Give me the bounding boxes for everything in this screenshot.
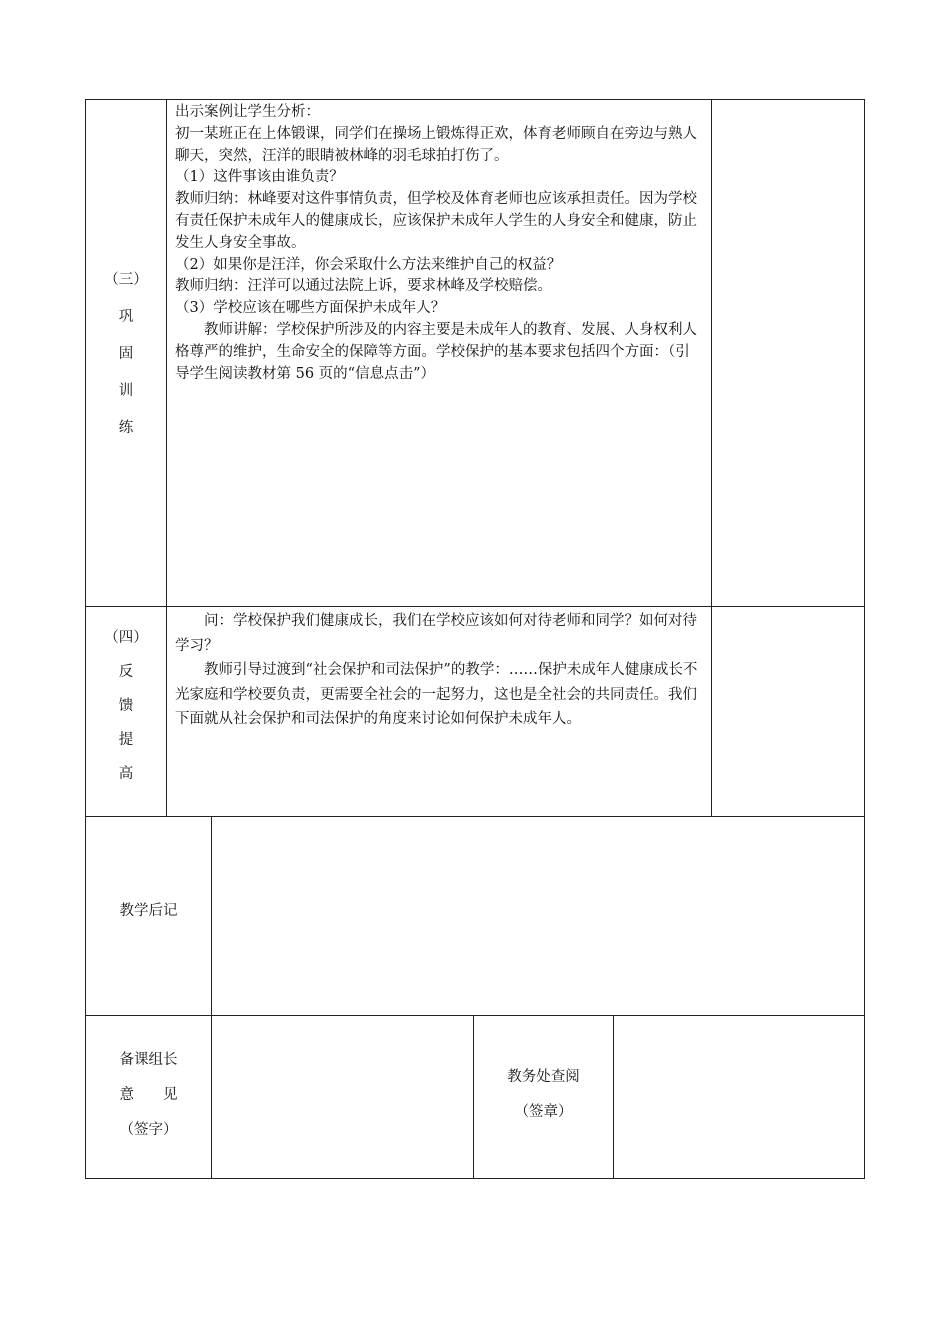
section4-char: 高	[118, 766, 134, 782]
transition-text: 教师引导过渡到“社会保护和司法保护”的教学：……保护未成年人健康成长不光家庭和学校要负责，更需要全社会的一起努力，这也是全社会的共同责任。我们下面就从社会保护和司法保护的角度来讨论如何保护未成年人。	[175, 662, 698, 727]
section3-content	[175, 102, 703, 385]
question-1: （1）这件事该由谁负责？	[175, 169, 344, 186]
office-stamp-note: （签章）	[514, 1104, 573, 1120]
group-leader-label	[86, 1043, 211, 1148]
case-description: 初一某班正在上体锻课，同学们在操场上锻炼得正欢，体育老师顾自在旁边与熟人聊天，突然，汪洋的眼睛被林峰的羽毛球拍打伤了。	[175, 125, 697, 164]
column-divider-left	[166, 99, 167, 817]
question-3: （3）学校应该在哪些方面保护未成年人？	[175, 300, 446, 317]
section3-char: 练	[118, 420, 134, 436]
section3-number: （三）	[104, 272, 148, 288]
group-leader-title: 备课组长	[119, 1052, 178, 1068]
section4-char: 反	[118, 664, 134, 680]
postscript-label: 教学后记	[119, 903, 178, 919]
postscript-divider	[211, 817, 212, 1179]
case-intro: 出示案例让学生分析：	[175, 104, 320, 120]
teacher-summary-1: 教师归纳：林峰要对这件事情负责，但学校及体育老师也应该承担责任。因为学校有责任保护未成年人的健康成长，应该保护未成年人学生的人身安全和健康，防止发生人身安全事故。	[175, 191, 697, 251]
section4-number: （四）	[104, 630, 148, 646]
column-divider-right	[711, 99, 712, 817]
group-leader-opinion: 意 见	[119, 1087, 178, 1103]
signoff-divider-2	[613, 1015, 614, 1179]
section3-char: 固	[118, 346, 134, 362]
group-leader-signature-note: （签字）	[119, 1122, 178, 1138]
section3-char: 巩	[118, 309, 134, 325]
review-row-divider	[85, 1015, 865, 1016]
feedback-question: 问：学校保护我们健康成长，我们在学校应该如何对待老师和同学？如何对待学习？	[175, 613, 697, 654]
office-review-label	[474, 1060, 613, 1130]
row-divider	[85, 606, 865, 607]
section4-label	[86, 621, 166, 791]
office-review-title: 教务处查阅	[507, 1069, 580, 1085]
section4-char: 提	[118, 732, 134, 748]
teacher-summary-2: 教师归纳：汪洋可以通过法院上诉，要求林峰及学校赔偿。	[175, 278, 552, 295]
section4-char: 馈	[118, 698, 134, 714]
section3-char: 训	[118, 383, 134, 399]
teacher-explanation: 教师讲解：学校保护所涉及的内容主要是未成年人的教育、发展、人身权利人格尊严的维护，生命安全的保障等方面。学校保护的基本要求包括四个方面：（引导学生阅读教材第 56 页的“信息点击”）	[175, 321, 697, 382]
question-2: （2）如果你是汪洋，你会采取什么方法来维护自己的权益？	[175, 256, 562, 273]
section4-content	[175, 609, 703, 732]
section3-label	[86, 262, 166, 447]
